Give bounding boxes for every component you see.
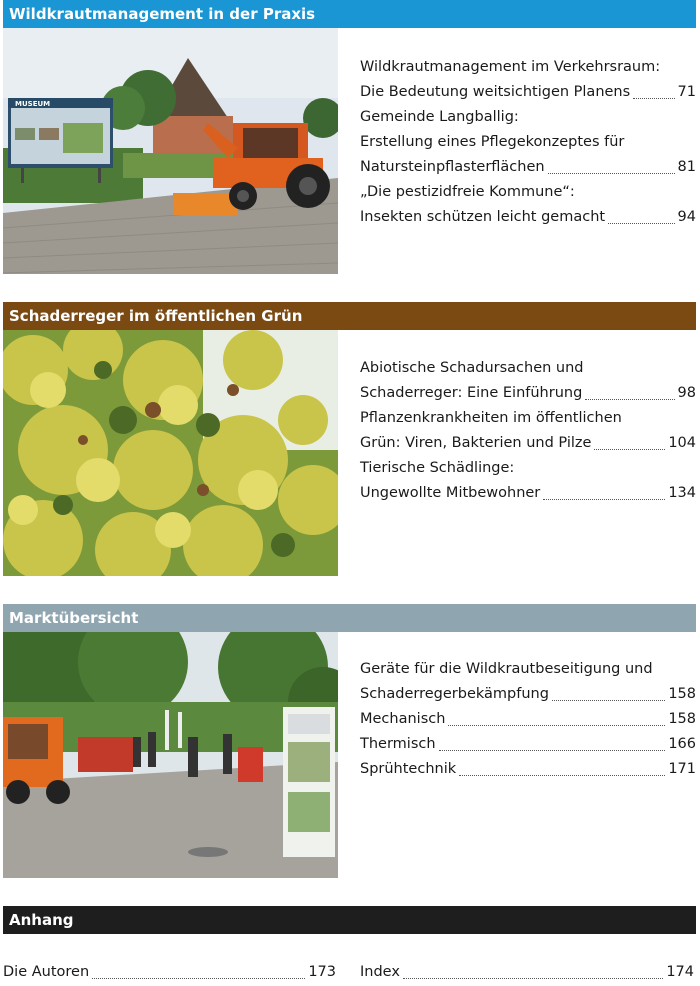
toc-entry[interactable]: Natursteinpflasterflächen 81 bbox=[360, 155, 696, 180]
toc-line: Abiotische Schadursachen und bbox=[360, 360, 584, 376]
toc-entry[interactable]: Index 174 bbox=[360, 960, 694, 985]
page-number: 173 bbox=[308, 964, 336, 980]
toc-line: „Die pestizidfreie Kommune“: bbox=[360, 184, 575, 200]
page-number: 171 bbox=[668, 761, 696, 777]
toc-entry[interactable]: Grün: Viren, Bakterien und Pilze 104 bbox=[360, 431, 696, 456]
toc-entry[interactable]: Thermisch 166 bbox=[360, 732, 696, 757]
toc-line: Gemeinde Langballig: bbox=[360, 109, 519, 125]
toc-entry[interactable]: Die Autoren 173 bbox=[3, 960, 336, 985]
page-number: 104 bbox=[668, 435, 696, 451]
page-number: 158 bbox=[668, 686, 696, 702]
photo-yellow-leaves bbox=[3, 330, 338, 576]
toc-section-2 bbox=[360, 356, 696, 506]
page-number: 166 bbox=[668, 736, 696, 752]
toc-section-3 bbox=[360, 657, 696, 782]
toc-appendix-left bbox=[3, 960, 336, 985]
page-number: 94 bbox=[677, 209, 696, 225]
page-number: 134 bbox=[668, 485, 696, 501]
section-header-marktuebersicht: Marktübersicht bbox=[3, 604, 696, 632]
page-number: 158 bbox=[668, 711, 696, 727]
museum-sign-text: MUSEUM bbox=[15, 100, 51, 108]
page-number: 71 bbox=[677, 84, 696, 100]
toc-line: Tierische Schädlinge: bbox=[360, 460, 515, 476]
toc-entry[interactable]: Insekten schützen leicht gemacht 94 bbox=[360, 205, 696, 230]
toc-line: Wildkrautmanagement im Verkehrsraum: bbox=[360, 59, 661, 75]
toc-appendix-right bbox=[360, 960, 694, 985]
toc-line: Pflanzenkrankheiten im öffentlichen bbox=[360, 410, 622, 426]
photo-trade-fair bbox=[3, 632, 338, 878]
toc-entry[interactable]: Die Bedeutung weitsichtigen Planens 71 bbox=[360, 80, 696, 105]
section-header-schaderreger: Schaderreger im öffentlichen Grün bbox=[3, 302, 696, 330]
toc-line: Geräte für die Wildkrautbeseitigung und bbox=[360, 661, 653, 677]
toc-entry[interactable]: Sprühtechnik 171 bbox=[360, 757, 696, 782]
page-number: 174 bbox=[666, 964, 694, 980]
toc-section-1 bbox=[360, 55, 696, 230]
toc-entry[interactable]: Schaderreger: Eine Einführung 98 bbox=[360, 381, 696, 406]
toc-entry[interactable]: Schaderregerbekämpfung 158 bbox=[360, 682, 696, 707]
page-number: 81 bbox=[677, 159, 696, 175]
toc-line: Erstellung eines Pflegekonzeptes für bbox=[360, 134, 625, 150]
page-number: 98 bbox=[677, 385, 696, 401]
toc-entry[interactable]: Ungewollte Mitbewohner 134 bbox=[360, 481, 696, 506]
photo-tractor-museum bbox=[3, 28, 338, 274]
section-header-wildkraut: Wildkrautmanagement in der Praxis bbox=[3, 0, 696, 28]
toc-entry[interactable]: Mechanisch 158 bbox=[360, 707, 696, 732]
section-header-anhang: Anhang bbox=[3, 906, 696, 934]
